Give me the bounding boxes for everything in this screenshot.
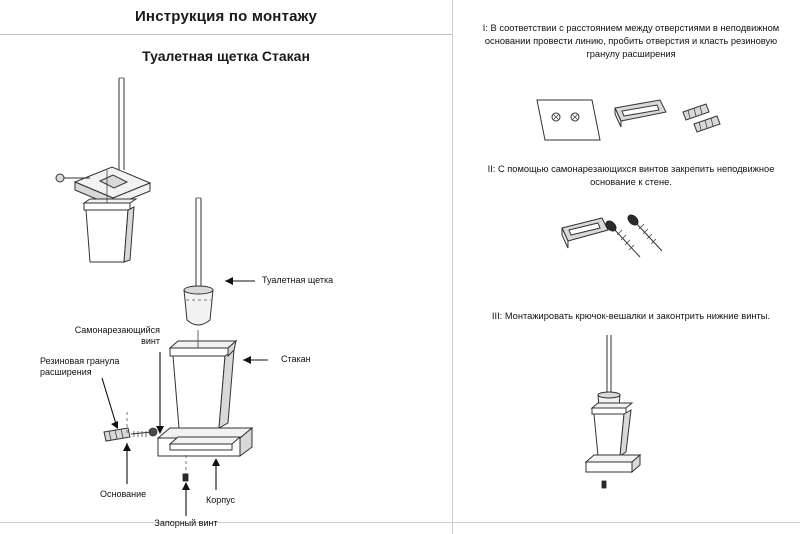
illustration-expansion-granule xyxy=(104,428,130,441)
page-title: Инструкция по монтажу xyxy=(134,8,318,25)
illustration-expansion-granules-step1 xyxy=(683,104,720,132)
illustration-assembled-unit xyxy=(56,78,150,262)
column-divider xyxy=(452,0,453,534)
label-base: Основание xyxy=(100,489,147,499)
arrow-to-self-tapping-screw xyxy=(156,352,164,434)
arrow-to-expansion-granule xyxy=(102,378,118,429)
arrow-to-locking-screw xyxy=(182,482,190,516)
illustration-locking-screw xyxy=(183,474,188,481)
illustration-screws-step2 xyxy=(604,213,662,257)
label-body: Корпус xyxy=(206,495,236,505)
arrow-to-cup xyxy=(243,356,268,364)
illustration-toilet-brush xyxy=(184,198,213,325)
illustration-body-frame xyxy=(158,428,252,456)
illustration-mount-bracket-step2 xyxy=(562,218,608,248)
header-divider xyxy=(0,34,452,35)
label-rubber-expansion-granule: Резиновая гранула расширения xyxy=(40,356,120,377)
illustration-mount-bracket-step1 xyxy=(615,100,666,127)
arrow-to-body xyxy=(212,458,220,490)
label-cup: Стакан xyxy=(281,354,311,364)
illustration-self-tapping-screw xyxy=(131,428,157,437)
step-3-text: III: Монтажировать крючок-вешалки и законтрить нижние винты. xyxy=(491,311,771,321)
step-1-text: I: В соответствии с расстоянием между отверстиями в неподвижном основании провести линию, пробить отверстия и класть резиновую гранулу расширения xyxy=(482,23,780,59)
label-locking-screw: Запорный винт xyxy=(154,518,218,528)
product-title: Туалетная щетка Стакан xyxy=(142,48,310,64)
arrow-to-base xyxy=(123,443,131,484)
footer-divider xyxy=(0,522,800,523)
illustration-cup xyxy=(170,330,236,428)
label-toilet-brush: Туалетная щетка xyxy=(262,275,334,285)
step-2-text: II: С помощью самонарезающихся винтов закрепить неподвижное основание к стене. xyxy=(487,164,775,187)
illustration-final-assembly xyxy=(586,335,640,488)
label-self-tapping-screw: Самонарезающийся винт xyxy=(74,325,160,346)
arrow-to-brush xyxy=(225,277,255,285)
illustration-wall-plate xyxy=(537,100,600,140)
